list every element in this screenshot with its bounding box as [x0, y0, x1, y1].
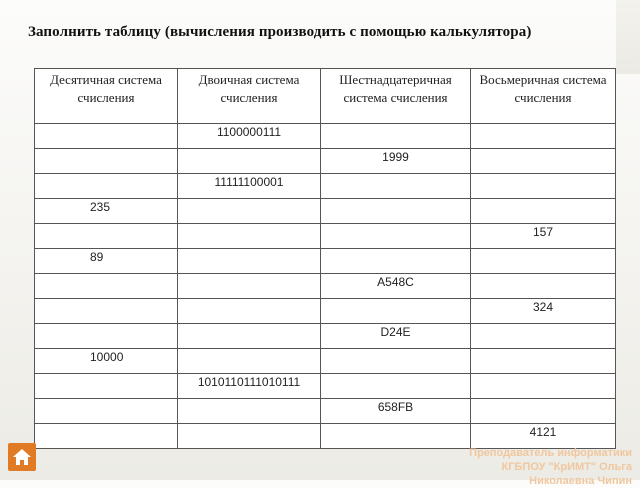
cell-decimal[interactable]: 89	[35, 249, 178, 274]
cell-octal[interactable]	[471, 349, 616, 374]
cell-decimal[interactable]	[35, 374, 178, 399]
cell-hexadecimal[interactable]: A548C	[321, 274, 471, 299]
cell-decimal[interactable]	[35, 149, 178, 174]
cell-octal[interactable]	[471, 199, 616, 224]
header-binary: Двоичная система счисления	[178, 69, 321, 124]
cell-decimal[interactable]: 10000	[35, 349, 178, 374]
header-decimal: Десятичная система счисления	[35, 69, 178, 124]
cell-hexadecimal[interactable]: 1999	[321, 149, 471, 174]
cell-hexadecimal[interactable]	[321, 124, 471, 149]
cell-decimal[interactable]: 235	[35, 199, 178, 224]
cell-hexadecimal[interactable]	[321, 299, 471, 324]
table-row	[35, 299, 616, 324]
cell-decimal[interactable]	[35, 274, 178, 299]
cell-binary[interactable]	[178, 324, 321, 349]
cell-binary[interactable]	[178, 349, 321, 374]
cell-binary[interactable]	[178, 149, 321, 174]
cell-hexadecimal[interactable]: D24E	[321, 324, 471, 349]
cell-binary[interactable]	[178, 299, 321, 324]
cell-decimal[interactable]	[35, 174, 178, 199]
cell-hexadecimal[interactable]	[321, 224, 471, 249]
table-row	[35, 274, 616, 299]
cell-binary[interactable]: 1010110111010111	[178, 374, 321, 399]
cell-hexadecimal[interactable]: 658FB	[321, 399, 471, 424]
table-row	[35, 224, 616, 249]
cell-decimal[interactable]	[35, 299, 178, 324]
cell-binary[interactable]	[178, 399, 321, 424]
table-row	[35, 124, 616, 149]
cell-binary[interactable]	[178, 424, 321, 449]
cell-decimal[interactable]	[35, 424, 178, 449]
home-icon[interactable]	[8, 443, 36, 471]
table-row	[35, 174, 616, 199]
cell-octal[interactable]: 4121	[471, 424, 616, 449]
cell-octal[interactable]	[471, 399, 616, 424]
cell-octal[interactable]	[471, 274, 616, 299]
table-row	[35, 399, 616, 424]
cell-binary[interactable]	[178, 274, 321, 299]
table-row	[35, 149, 616, 174]
cell-octal[interactable]: 157	[471, 224, 616, 249]
table-row	[35, 199, 616, 224]
cell-hexadecimal[interactable]	[321, 349, 471, 374]
teacher-credit	[432, 446, 632, 488]
cell-binary[interactable]	[178, 249, 321, 274]
table-row	[35, 374, 616, 399]
table-row	[35, 424, 616, 449]
cell-hexadecimal[interactable]	[321, 374, 471, 399]
cell-decimal[interactable]	[35, 399, 178, 424]
conversion-table	[34, 68, 616, 449]
header-octal: Восьмеричная система счисления	[471, 69, 616, 124]
cell-binary[interactable]: 1100000111	[178, 124, 321, 149]
cell-binary[interactable]	[178, 224, 321, 249]
table-row	[35, 249, 616, 274]
cell-octal[interactable]	[471, 149, 616, 174]
cell-octal[interactable]	[471, 249, 616, 274]
cell-octal[interactable]	[471, 124, 616, 149]
cell-hexadecimal[interactable]	[321, 249, 471, 274]
cell-octal[interactable]: 324	[471, 299, 616, 324]
teacher-line: Николаевна Чипин	[529, 475, 632, 487]
teacher-line: КГБПОУ "КрИМТ" Ольга	[501, 461, 632, 473]
table-row	[35, 324, 616, 349]
table-header-row	[35, 69, 616, 124]
cell-octal[interactable]	[471, 374, 616, 399]
cell-binary[interactable]: 11111100001	[178, 174, 321, 199]
teacher-line: Преподаватель информатики	[469, 447, 632, 459]
page-title: Заполнить таблицу (вычисления производить с помощью калькулятора)	[28, 24, 532, 40]
cell-decimal[interactable]	[35, 224, 178, 249]
cell-decimal[interactable]	[35, 324, 178, 349]
table-row	[35, 349, 616, 374]
cell-hexadecimal[interactable]	[321, 174, 471, 199]
cell-binary[interactable]	[178, 199, 321, 224]
cell-hexadecimal[interactable]	[321, 199, 471, 224]
header-hexadecimal: Шестнадцатеричная система счисления	[321, 69, 471, 124]
cell-octal[interactable]	[471, 324, 616, 349]
cell-decimal[interactable]	[35, 124, 178, 149]
cell-hexadecimal[interactable]	[321, 424, 471, 449]
table-body	[35, 124, 616, 449]
cell-octal[interactable]	[471, 174, 616, 199]
